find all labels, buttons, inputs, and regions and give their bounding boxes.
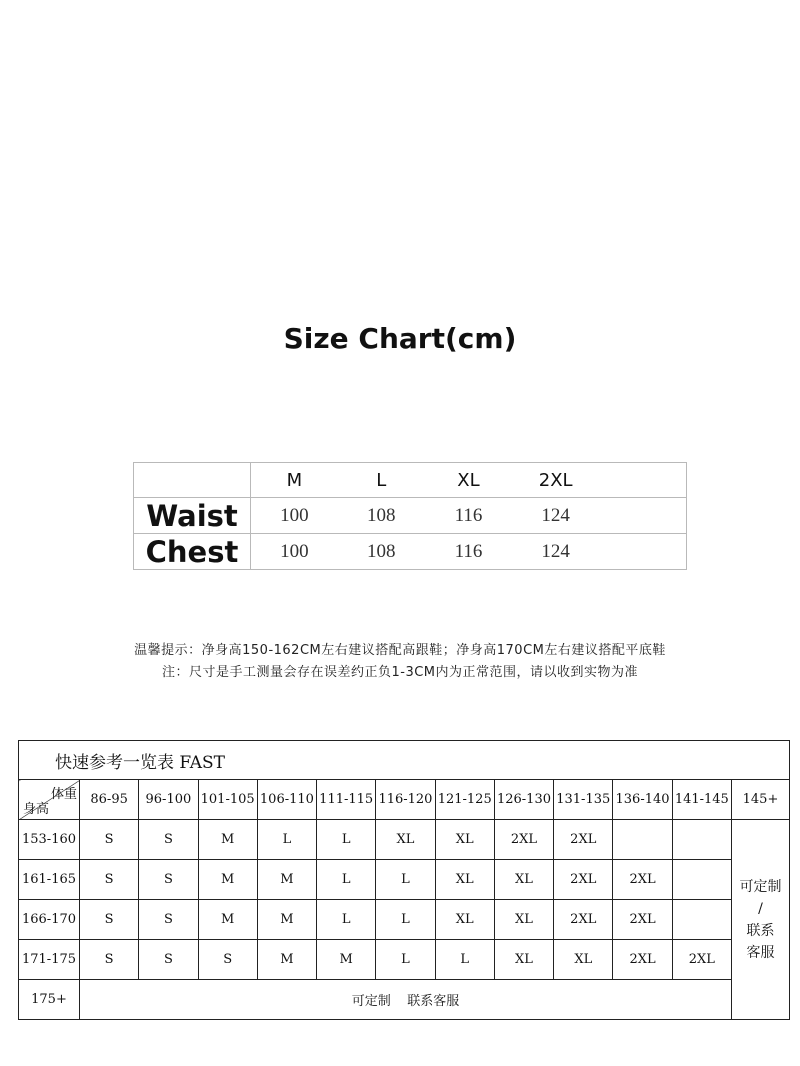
size-cell: 2XL <box>494 820 553 860</box>
chest-row <box>134 534 687 570</box>
size-cell: L <box>257 820 316 860</box>
size-cell: M <box>198 860 257 900</box>
height-label: 161-165 <box>19 860 80 900</box>
table-row <box>19 820 790 860</box>
size-cell <box>613 820 672 860</box>
size-chart-table <box>133 462 687 570</box>
measure-value: 108 <box>338 534 425 570</box>
size-cell: S <box>198 940 257 980</box>
size-cell: L <box>376 860 435 900</box>
size-cell: M <box>198 900 257 940</box>
weight-header: 116-120 <box>376 780 435 820</box>
size-cell: M <box>257 900 316 940</box>
corner-diagonal-cell <box>19 780 80 820</box>
table-row <box>19 980 790 1020</box>
size-cell: 2XL <box>613 900 672 940</box>
custom-order-note: 可定制 联系客服 <box>80 980 732 1020</box>
measure-value: 124 <box>512 534 599 570</box>
measure-value: 116 <box>425 498 512 534</box>
size-cell: L <box>435 940 494 980</box>
notes <box>0 640 800 684</box>
spacer-cell <box>599 498 686 534</box>
size-header-row <box>134 463 687 498</box>
size-header: L <box>338 463 425 498</box>
size-cell: XL <box>494 860 553 900</box>
custom-text: / <box>758 900 763 917</box>
measure-value: 116 <box>425 534 512 570</box>
measure-value: 100 <box>251 534 338 570</box>
spacer-cell <box>599 463 686 498</box>
custom-text: 客服 <box>746 944 775 961</box>
corner-height-label: 身高 <box>23 802 50 817</box>
weight-header-row <box>19 780 790 820</box>
waist-row <box>134 498 687 534</box>
height-label: 171-175 <box>19 940 80 980</box>
spacer-cell <box>599 534 686 570</box>
size-cell <box>672 860 731 900</box>
size-cell: XL <box>435 820 494 860</box>
fast-table-caption: 快速参考一览表 FAST <box>19 741 790 780</box>
height-label: 166-170 <box>19 900 80 940</box>
size-cell: 2XL <box>554 900 613 940</box>
size-cell: S <box>139 860 198 900</box>
size-cell: L <box>317 900 376 940</box>
size-cell: XL <box>376 820 435 860</box>
weight-header: 136-140 <box>613 780 672 820</box>
size-cell: M <box>257 940 316 980</box>
size-cell: S <box>80 860 139 900</box>
size-cell: S <box>80 820 139 860</box>
size-cell: XL <box>435 860 494 900</box>
weight-header: 131-135 <box>554 780 613 820</box>
size-cell: L <box>317 860 376 900</box>
weight-header: 86-95 <box>80 780 139 820</box>
size-cell <box>672 900 731 940</box>
size-cell: S <box>139 820 198 860</box>
size-cell: M <box>317 940 376 980</box>
size-cell: M <box>198 820 257 860</box>
size-header: M <box>251 463 338 498</box>
weight-header: 126-130 <box>494 780 553 820</box>
height-label: 153-160 <box>19 820 80 860</box>
page-title: Size Chart(cm) <box>283 322 517 355</box>
size-cell: S <box>139 900 198 940</box>
weight-header: 96-100 <box>139 780 198 820</box>
measure-value: 100 <box>251 498 338 534</box>
custom-text: 可定制 <box>739 878 782 895</box>
size-cell: M <box>257 860 316 900</box>
size-cell: 2XL <box>613 940 672 980</box>
size-cell: L <box>376 900 435 940</box>
measure-value: 124 <box>512 498 599 534</box>
size-header: 2XL <box>512 463 599 498</box>
size-cell <box>672 820 731 860</box>
weight-header: 111-115 <box>317 780 376 820</box>
weight-header: 145+ <box>732 780 790 820</box>
size-cell: L <box>376 940 435 980</box>
size-cell: XL <box>435 900 494 940</box>
size-cell: S <box>139 940 198 980</box>
measure-value: 108 <box>338 498 425 534</box>
custom-text: 联系 <box>746 922 775 939</box>
table-row <box>19 900 790 940</box>
row-label: Chest <box>134 534 251 570</box>
size-header: XL <box>425 463 512 498</box>
size-cell: 2XL <box>613 860 672 900</box>
size-cell: 2XL <box>554 820 613 860</box>
size-cell: 2XL <box>672 940 731 980</box>
row-label: Waist <box>134 498 251 534</box>
table-row <box>19 940 790 980</box>
corner-cell <box>134 463 251 498</box>
size-cell: S <box>80 940 139 980</box>
size-cell: XL <box>494 940 553 980</box>
weight-header: 121-125 <box>435 780 494 820</box>
size-cell: L <box>317 820 376 860</box>
height-label: 175+ <box>19 980 80 1020</box>
size-cell: S <box>80 900 139 940</box>
size-cell: XL <box>554 940 613 980</box>
size-cell: XL <box>494 900 553 940</box>
note-line: 温馨提示：净身高150-162CM左右建议搭配高跟鞋；净身高170CM左右建议搭配平底鞋 <box>134 643 666 658</box>
fast-reference-table <box>18 740 790 1020</box>
weight-header: 101-105 <box>198 780 257 820</box>
size-cell: 2XL <box>554 860 613 900</box>
table-row <box>19 860 790 900</box>
note-line: 注：尺寸是手工测量会存在误差约正负1-3CM内为正常范围，请以收到实物为准 <box>161 665 639 680</box>
corner-weight-label: 体重 <box>50 787 77 802</box>
custom-order-cell <box>732 820 790 1020</box>
weight-header: 141-145 <box>672 780 731 820</box>
weight-header: 106-110 <box>257 780 316 820</box>
